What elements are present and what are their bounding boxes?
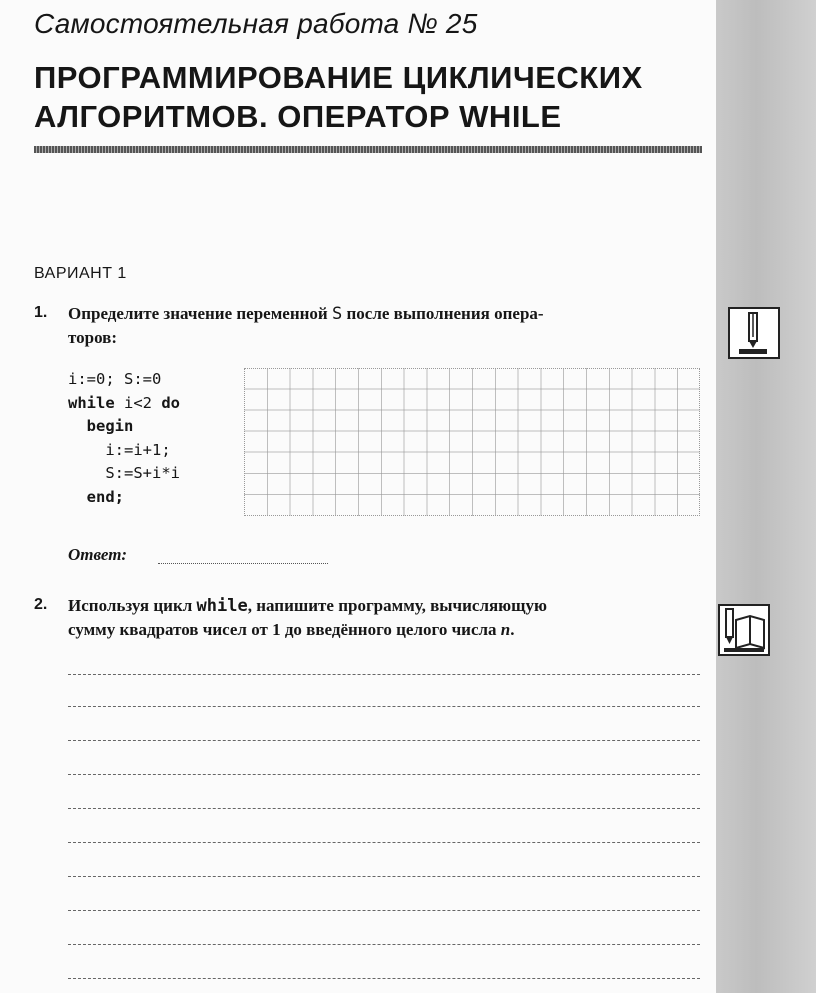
answer-writing-line-5[interactable]: [68, 808, 700, 809]
code-keyword-end: end;: [86, 487, 124, 506]
q2-variable: n: [500, 620, 511, 639]
answer-writing-line-3[interactable]: [68, 740, 700, 741]
title-line-2: АЛГОРИТМОВ. ОПЕРАТОР WHILE: [34, 99, 562, 134]
question-1-number: 1.: [34, 304, 48, 321]
page-title: [34, 58, 643, 136]
q1-variable: S: [331, 304, 343, 324]
answer-label: Ответ:: [68, 545, 128, 564]
variant-label: ВАРИАНТ 1: [34, 265, 127, 282]
answer-writing-line-2[interactable]: [68, 706, 700, 707]
q2-text-part2: , напишите программу, вычисляющую: [247, 596, 548, 615]
scratch-grid[interactable]: [244, 368, 700, 516]
answer-writing-line-1[interactable]: [68, 674, 700, 675]
answer-writing-line-8[interactable]: [68, 910, 700, 911]
code-line-4: i:=i+1;: [105, 440, 171, 459]
q1-text-line2: торов:: [68, 328, 117, 347]
code-keyword-do: do: [161, 393, 181, 412]
title-line-1: ПРОГРАММИРОВАНИЕ ЦИКЛИЧЕСКИХ: [34, 60, 643, 95]
code-keyword-while: while: [68, 393, 115, 412]
answer-writing-line-6[interactable]: [68, 842, 700, 843]
question-2-number: 2.: [34, 596, 48, 613]
q2-text-end: .: [510, 620, 515, 639]
work-subtitle: Самостоятельная работа № 25: [34, 8, 478, 39]
question-1-text: [68, 302, 700, 349]
code-line-1: i:=0; S:=0: [68, 370, 162, 388]
q2-text-part1: Используя цикл: [68, 596, 197, 615]
code-listing: [68, 368, 180, 509]
q1-text-after: после выполнения опера-: [342, 304, 544, 323]
pen-book-icon: [718, 604, 770, 656]
answer-field[interactable]: [158, 563, 328, 564]
answer-writing-line-7[interactable]: [68, 876, 700, 877]
question-2-text: [68, 594, 700, 641]
q1-text-before: Определите значение переменной: [68, 304, 332, 323]
title-divider: [34, 146, 702, 153]
answer-writing-line-4[interactable]: [68, 774, 700, 775]
q2-text-line2: сумму квадратов чисел от 1 до введённого целого числа: [68, 620, 501, 639]
q2-keyword: while: [196, 596, 248, 616]
pen-writing-icon: [728, 307, 780, 359]
page-margin-band: [716, 0, 816, 993]
code-keyword-begin: begin: [86, 417, 134, 435]
answer-writing-line-10[interactable]: [68, 978, 700, 979]
code-line-5: S:=S+i*i: [105, 464, 180, 482]
code-condition: i<2: [114, 393, 162, 412]
answer-writing-line-9[interactable]: [68, 944, 700, 945]
